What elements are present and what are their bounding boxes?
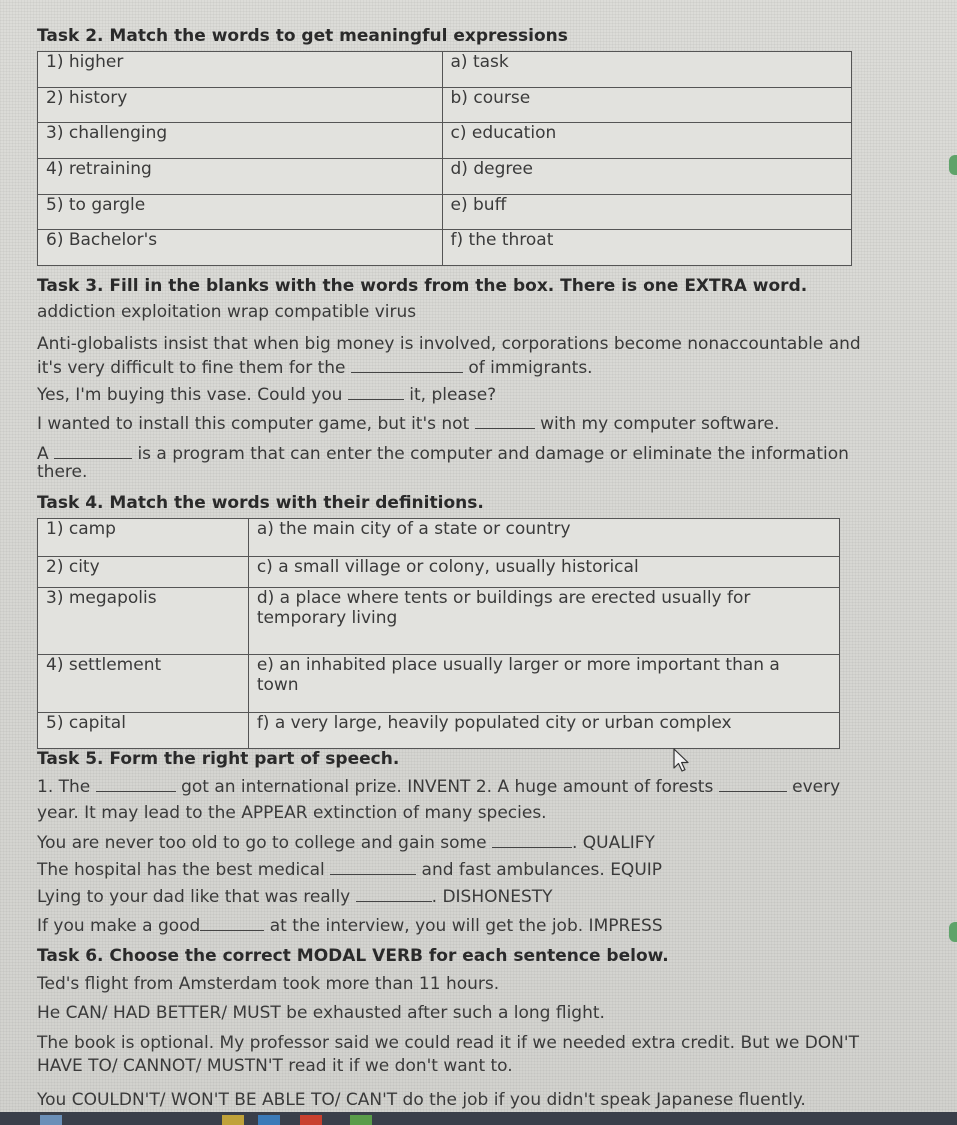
task5-line-3 [37,833,655,853]
task2-word: 3) challenging [38,123,443,159]
taskbar-app-icon[interactable] [40,1115,62,1125]
task2-row [38,123,852,159]
task5-line-6 [37,916,663,936]
task4-word: 2) city [38,557,249,588]
sentence-text: got an international prize. INVENT 2. A huge amount of forests [181,777,714,797]
answer-blank[interactable] [96,777,176,792]
answer-blank[interactable] [330,860,416,875]
task3-sentence-1-cont [37,358,593,378]
task6-line-4: HAVE TO/ CANNOT/ MUSTN'T read it if we don't want to. [37,1056,513,1076]
task5-line-4 [37,860,662,880]
edge-indicator [949,155,957,175]
sentence-text: The hospital has the best medical [37,860,325,880]
definition-text: a) the main city of a state or country [256,519,571,539]
task4-definition [248,519,839,557]
task4-row [38,655,840,713]
task4-word: 1) camp [38,519,249,557]
task6-heading: Task 6. Choose the correct MODAL VERB for each sentence below. [37,946,669,966]
sentence-text: . QUALIFY [571,833,655,853]
sentence-text: and fast ambulances. EQUIP [421,860,663,880]
sentence-text: You are never too old to go to college and gain some [37,833,487,853]
definition-text: f) a very large, heavily populated city or urban complex [256,713,732,733]
task2-row [38,159,852,195]
edge-indicator [949,922,957,942]
task3-heading: Task 3. Fill in the blanks with the words from the box. There is one EXTRA word. [37,276,808,296]
answer-blank[interactable] [54,444,132,459]
sentence-text: it's very difficult to fine them for the [37,358,346,378]
sentence-text: every [792,777,841,797]
taskbar [0,1112,957,1125]
task3-sentence-3 [37,414,779,434]
sentence-text: with my computer software. [540,414,780,434]
task4-row [38,713,840,749]
sentence-text: 1. The [37,777,91,797]
definition-text: c) a small village or colony, usually historical [256,557,639,577]
definition-text: temporary living [256,608,398,628]
task4-row [38,557,840,588]
task4-definition [248,557,839,588]
task4-definition [248,588,839,655]
task6-line-5: You COULDN'T/ WON'T BE ABLE TO/ CAN'T do the job if you didn't speak Japanese fluently. [37,1090,806,1110]
task3-word-box: addiction exploitation wrap compatible virus [37,302,417,322]
task2-word: 5) to gargle [38,195,443,230]
answer-blank[interactable] [200,916,264,931]
definition-text: d) a place where tents or buildings are erected usually for [256,588,751,608]
sentence-text: I wanted to install this computer game, but it's not [37,414,470,434]
definition-text: e) an inhabited place usually larger or more important than a [256,655,780,675]
mouse-pointer-icon [672,748,692,774]
task3-sentence-4 [37,444,849,464]
sentence-text: If you make a good [37,916,201,936]
task2-word: 1) higher [38,52,443,88]
task3-sentence-4-cont: there. [37,462,88,482]
task4-definition [248,655,839,713]
task2-table [37,51,852,266]
task6-line-1: Ted's flight from Amsterdam took more than 11 hours. [37,974,500,994]
taskbar-app-icon[interactable] [350,1115,372,1125]
task2-heading: Task 2. Match the words to get meaningful expressions [37,26,568,46]
task2-row [38,230,852,266]
task2-word: 2) history [38,88,443,123]
task5-line-5 [37,887,553,907]
task2-match: f) the throat [442,230,851,266]
answer-blank[interactable] [351,358,463,373]
sentence-text: A [37,444,49,464]
sentence-text: is a program that can enter the computer and damage or eliminate the information [137,444,849,464]
task2-match: b) course [442,88,851,123]
task4-table [37,518,840,749]
taskbar-app-icon[interactable] [258,1115,280,1125]
answer-blank[interactable] [492,833,572,848]
task2-row [38,88,852,123]
sentence-text: . DISHONESTY [431,887,553,907]
task4-word: 4) settlement [38,655,249,713]
task4-word: 5) capital [38,713,249,749]
task5-line-1 [37,777,840,797]
task2-row [38,195,852,230]
task4-heading: Task 4. Match the words with their definitions. [37,493,484,513]
task5-line-2: year. It may lead to the APPEAR extinction of many species. [37,803,547,823]
task2-match: a) task [442,52,851,88]
task6-line-2: He CAN/ HAD BETTER/ MUST be exhausted after such a long flight. [37,1003,605,1023]
sentence-text: Yes, I'm buying this vase. Could you [37,385,343,405]
task3-sentence-2 [37,385,496,405]
sentence-text: of immigrants. [468,358,593,378]
task2-match: c) education [442,123,851,159]
answer-blank[interactable] [356,887,432,902]
task4-definition [248,713,839,749]
task3-sentence-1: Anti-globalists insist that when big money is involved, corporations become nonaccountable and [37,334,861,354]
task2-match: d) degree [442,159,851,195]
taskbar-app-icon[interactable] [300,1115,322,1125]
answer-blank[interactable] [719,777,787,792]
answer-blank[interactable] [475,414,535,429]
answer-blank[interactable] [348,385,404,400]
sentence-text: it, please? [409,385,497,405]
task2-row [38,52,852,88]
taskbar-app-icon[interactable] [222,1115,244,1125]
task4-row [38,519,840,557]
sentence-text: at the interview, you will get the job. IMPRESS [269,916,663,936]
task6-line-3: The book is optional. My professor said we could read it if we needed extra credit. But we DON'T [37,1033,859,1053]
sentence-text: Lying to your dad like that was really [37,887,351,907]
task2-match: e) buff [442,195,851,230]
task4-row [38,588,840,655]
task2-word: 4) retraining [38,159,443,195]
task4-word: 3) megapolis [38,588,249,655]
task5-heading: Task 5. Form the right part of speech. [37,749,400,769]
task2-word: 6) Bachelor's [38,230,443,266]
definition-text: town [256,675,299,695]
